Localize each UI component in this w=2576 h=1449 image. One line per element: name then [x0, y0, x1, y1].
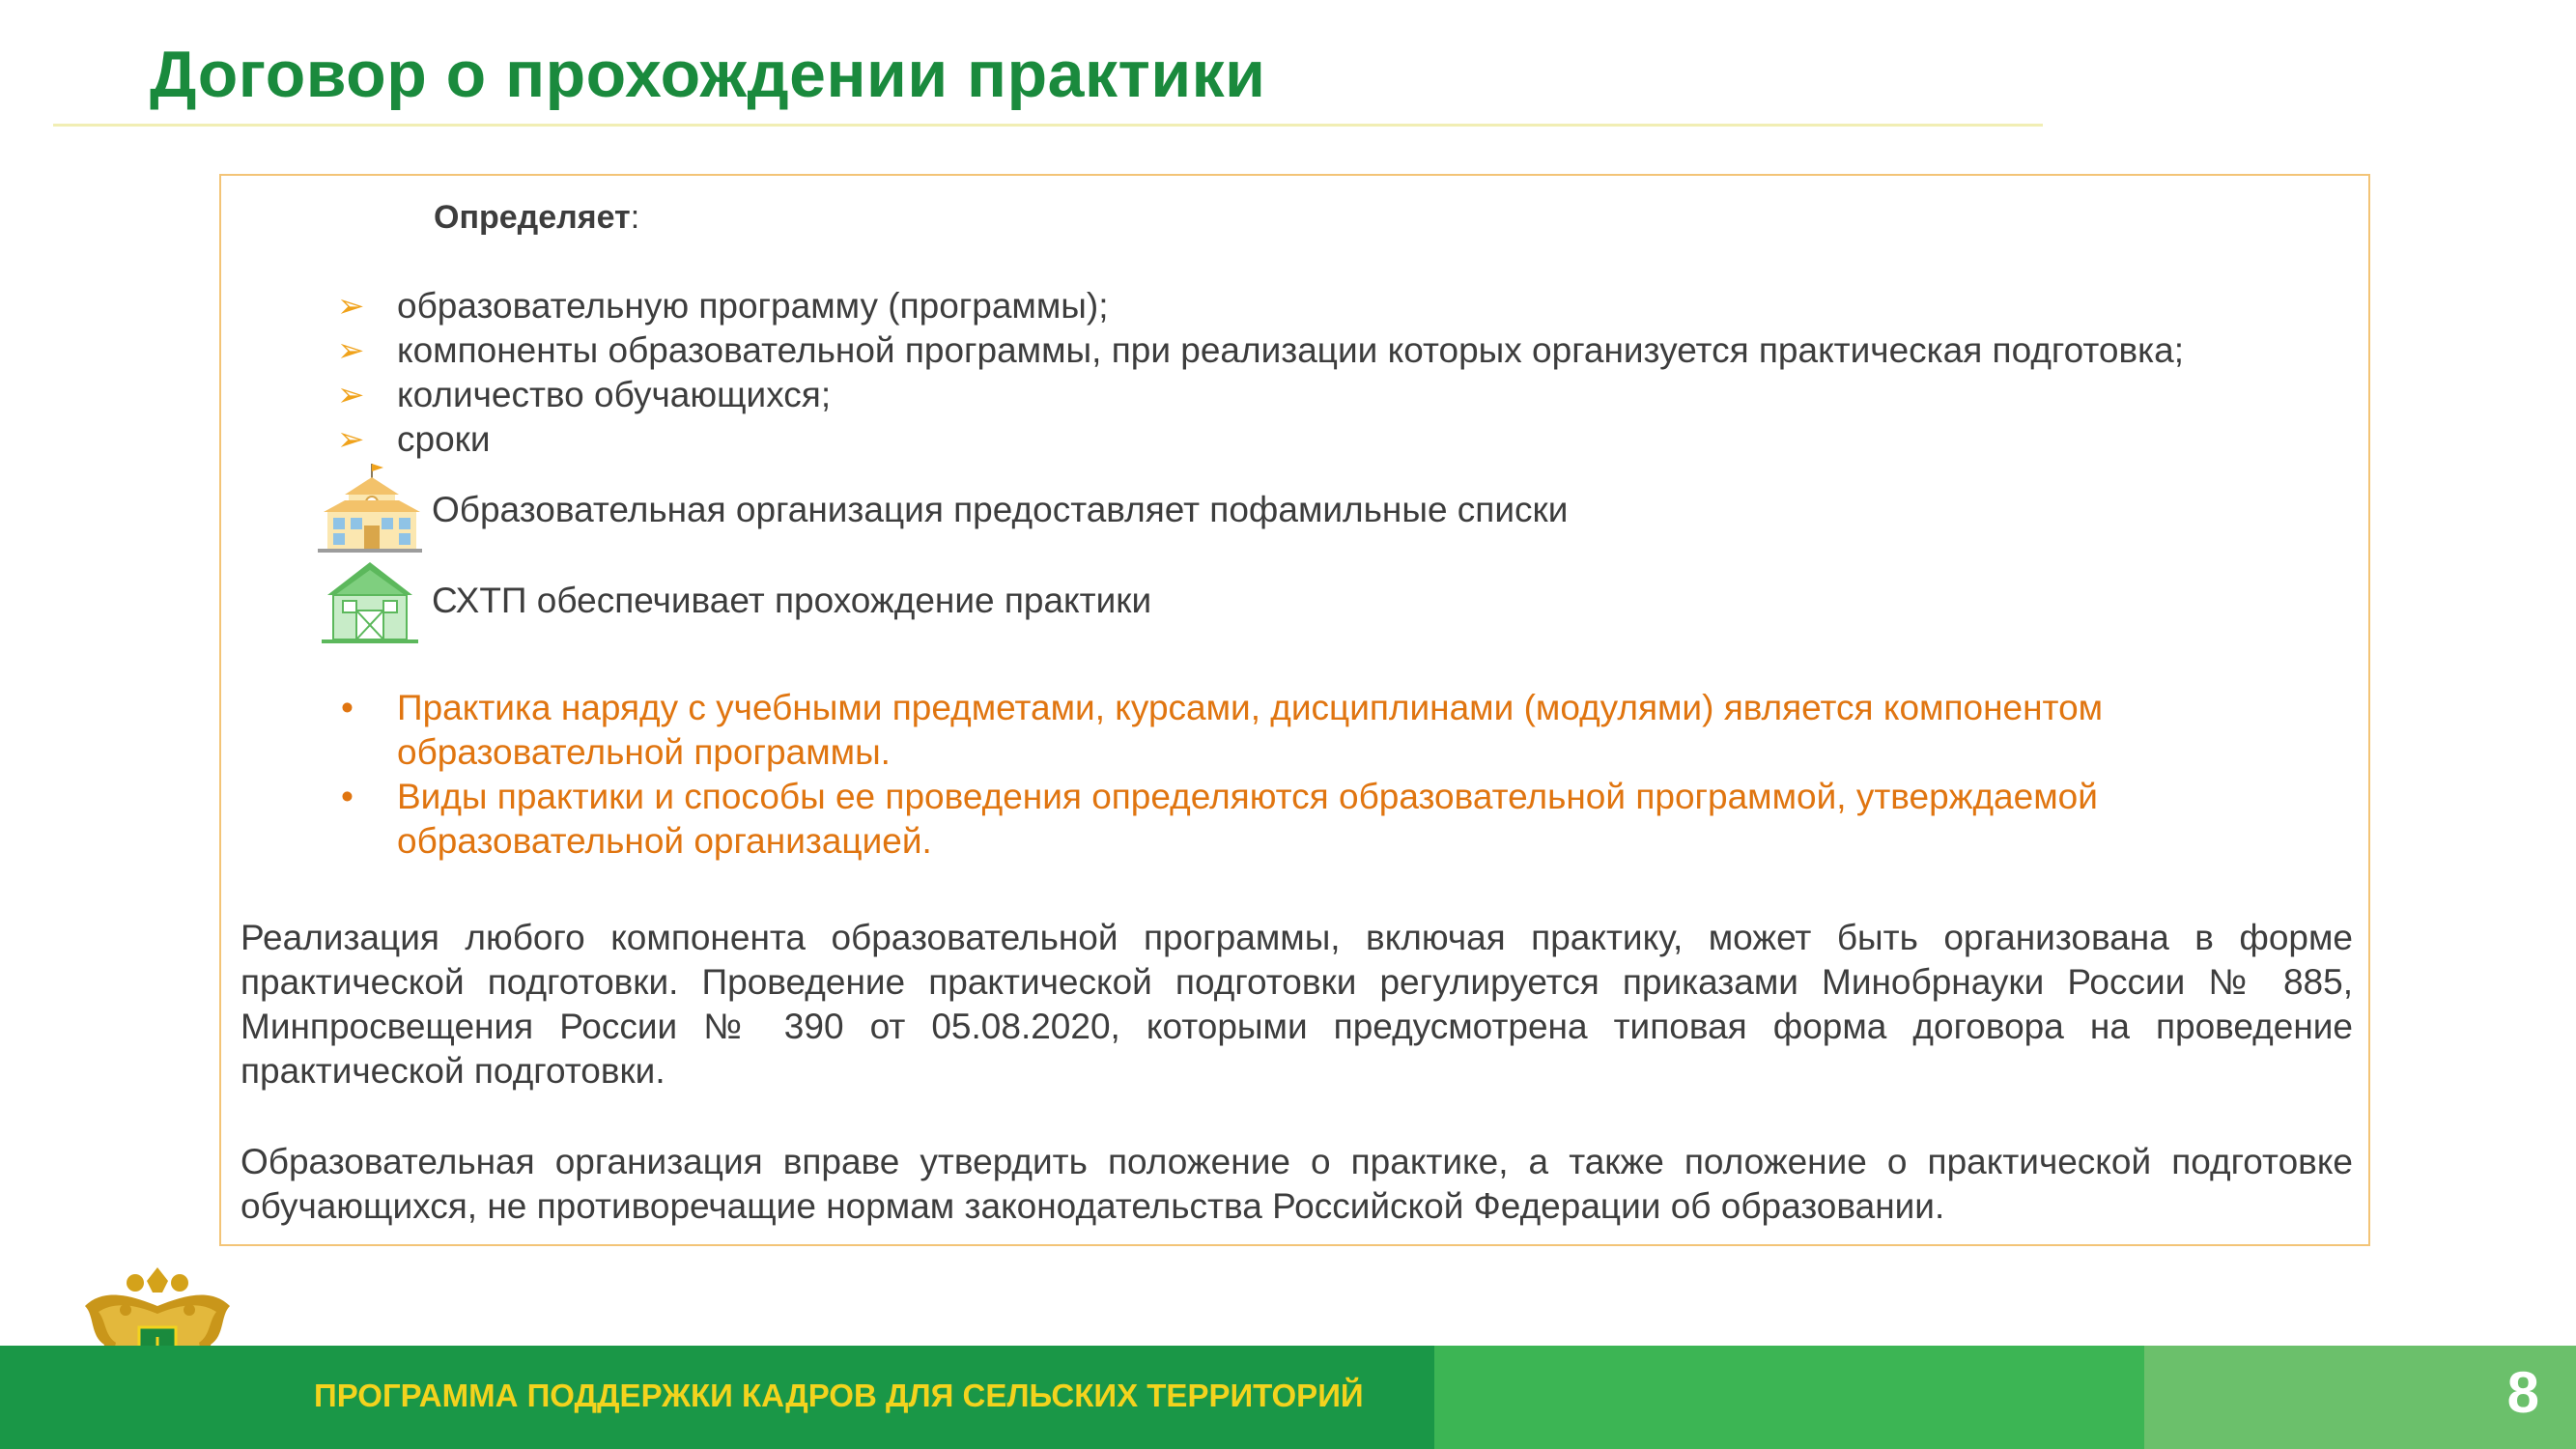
defines-list — [337, 284, 2184, 462]
arrow-bullet-icon: ➢ — [337, 421, 365, 458]
school-building-icon — [316, 462, 424, 558]
list-item — [337, 328, 2184, 373]
title-underline — [53, 124, 2043, 127]
paragraph-regulations: Образовательная организация вправе утвердить положение о практике, а также положение о практической подготовке обучающихся, не противоречащие нормам законодательства Российской Федерации об образовании. — [241, 1142, 2353, 1226]
list-item — [337, 686, 2288, 775]
list-item — [337, 417, 2184, 462]
footer-bar — [0, 1346, 2576, 1449]
arrow-bullet-icon: ➢ — [337, 288, 365, 325]
dot-bullet-icon: • — [341, 777, 354, 816]
role-row-farm — [316, 553, 1151, 649]
list-item-text: образовательную программу (программы); — [397, 286, 1109, 326]
paragraph-practical-training: Реализация любого компонента образовательной программы, включая практику, может быть организована в форме практической подготовки. Проведение практической подготовки регулируется приказами Минобрнауки России № 885, Минпросвещения России № 390 от 05.08.2020, которыми предусмотрена типовая форма договора на проведение практической подготовки. — [241, 918, 2353, 1091]
list-item-text: сроки — [397, 419, 491, 459]
notes-list — [337, 686, 2288, 864]
role-text: СХТП обеспечивает прохождение практики — [432, 581, 1152, 620]
defines-colon: : — [630, 199, 640, 236]
list-item-text: количество обучающихся; — [397, 375, 832, 414]
defines-label: Определяет — [434, 199, 631, 236]
list-item — [337, 373, 2184, 417]
list-item — [337, 775, 2288, 864]
content-box — [219, 174, 2370, 1246]
program-name: ПРОГРАММА ПОДДЕРЖКИ КАДРОВ ДЛЯ СЕЛЬСКИХ ТЕРРИТОРИЙ — [314, 1378, 1364, 1413]
role-text: Образовательная организация предоставляет пофамильные списки — [432, 490, 1569, 529]
role-row-education-org — [316, 462, 1568, 558]
list-item — [337, 284, 2184, 328]
list-item-text: Практика наряду с учебными предметами, курсами, дисциплинами (модулями) является компонентом образовательной программы. — [397, 688, 2104, 772]
footer-segment-mid — [1434, 1346, 2144, 1449]
farm-barn-icon — [316, 553, 424, 649]
list-item-text: компоненты образовательной программы, при реализации которых организуется практическая подготовка; — [397, 330, 2184, 370]
dot-bullet-icon: • — [341, 688, 354, 727]
page-number: 8 — [2506, 1360, 2539, 1425]
defines-intro — [434, 199, 639, 237]
page-title: Договор о прохождении практики — [150, 38, 1266, 111]
list-item-text: Виды практики и способы ее проведения определяются образовательной программой, утверждаемой образовательной организацией. — [397, 777, 2098, 861]
arrow-bullet-icon: ➢ — [337, 377, 365, 413]
arrow-bullet-icon: ➢ — [337, 332, 365, 369]
